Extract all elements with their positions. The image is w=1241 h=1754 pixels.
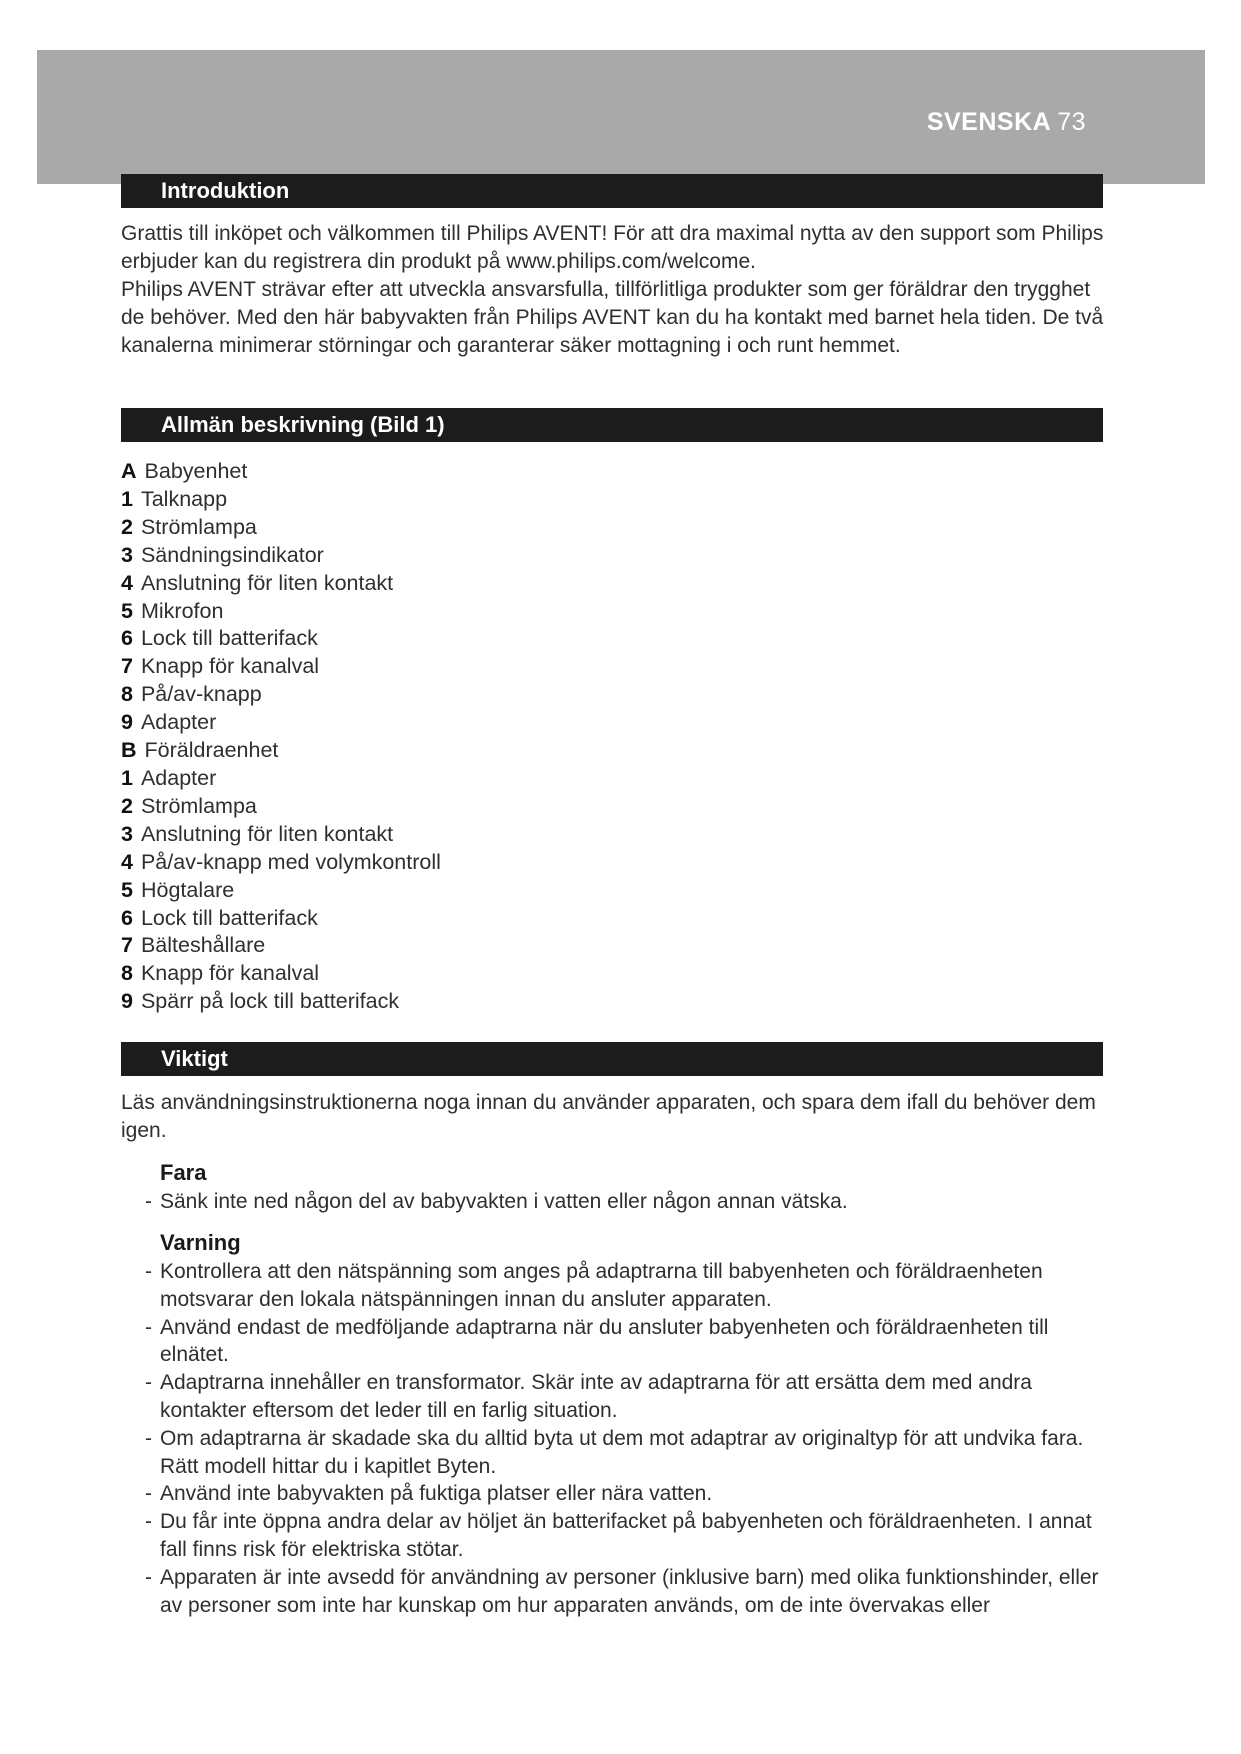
list-item bbox=[121, 570, 921, 598]
important-intro-text: Läs användningsinstruktionerna noga innan du använder apparaten, och spara dem ifall du behöver dem igen. bbox=[121, 1091, 1096, 1142]
list-item bbox=[121, 737, 921, 765]
item-key: 1 bbox=[121, 765, 133, 790]
item-label: Lock till batterifack bbox=[140, 905, 318, 930]
item-label: Talknapp bbox=[140, 486, 228, 511]
page-number: 73 bbox=[1057, 108, 1086, 136]
warning-item: Kontrollera att den nätspänning som anges på adaptrarna till babyenheten och föräldraenheten motsvarar den lokala nätspänningen innan du ansluter apparaten. bbox=[160, 1260, 1043, 1311]
section-heading-intro: Introduktion bbox=[121, 174, 1103, 208]
list-item bbox=[121, 821, 921, 849]
intro-text bbox=[121, 220, 1106, 360]
list-item: - Använd endast de medföljande adaptrarna när du ansluter babyenheten och föräldraenheten till elnätet. bbox=[145, 1315, 1049, 1367]
important-intro bbox=[121, 1089, 1106, 1145]
list-item: - Använd inte babyvakten på fuktiga platser eller nära vatten. bbox=[145, 1482, 713, 1506]
list-item bbox=[121, 458, 921, 486]
item-label: Spärr på lock till batterifack bbox=[140, 989, 400, 1014]
list-item bbox=[121, 988, 921, 1016]
item-label: Strömlampa bbox=[140, 514, 257, 539]
list-item bbox=[121, 653, 921, 681]
item-key: 3 bbox=[121, 821, 133, 846]
warning-item: Om adaptrarna är skadade ska du alltid byta ut dem mot adaptrar av originaltyp för att undvika fara. Rätt modell hittar du i kapitlet Byten. bbox=[160, 1426, 1084, 1478]
item-key: 8 bbox=[121, 961, 133, 986]
item-label: Anslutning för liten kontakt bbox=[140, 821, 394, 846]
item-label: Knapp för kanalval bbox=[140, 961, 320, 986]
item-key: 7 bbox=[121, 654, 133, 679]
list-item bbox=[121, 849, 921, 877]
item-key: B bbox=[121, 738, 137, 763]
section-heading-important: Viktigt bbox=[121, 1042, 1103, 1076]
item-label: Anslutning för liten kontakt bbox=[140, 570, 394, 595]
item-key: 4 bbox=[121, 849, 133, 874]
list-item bbox=[121, 681, 921, 709]
warning-item: Du får inte öppna andra delar av höljet än batterifacket på babyenheten och föräldraenheten. I annat fall finns risk för elektriska stötar. bbox=[160, 1510, 1092, 1561]
warning-item: Apparaten är inte avsedd för användning av personer (inklusive barn) med olika funktionshinder, eller av personer som inte har kunskap om hur apparaten används, om de inte övervakas eller bbox=[160, 1565, 1099, 1617]
item-label: Mikrofon bbox=[140, 598, 224, 623]
list-item: - Du får inte öppna andra delar av höljet än batterifacket på babyenheten och föräldraenheten. I annat fall finns risk för elektriska stötar. bbox=[145, 1510, 1092, 1561]
item-label: Bälteshållare bbox=[140, 933, 266, 958]
item-key: 6 bbox=[121, 626, 133, 651]
warning-heading: Varning bbox=[160, 1230, 241, 1255]
item-label: Högtalare bbox=[140, 877, 235, 902]
list-item bbox=[121, 542, 921, 570]
item-key: 9 bbox=[121, 710, 133, 735]
item-key: 7 bbox=[121, 933, 133, 958]
list-item bbox=[121, 625, 921, 653]
item-label: Adapter bbox=[140, 765, 217, 790]
list-item: - Adaptrarna innehåller en transformator. Skär inte av adaptrarna för att ersätta dem med andra kontakter eftersom det leder till en farlig situation. bbox=[145, 1371, 1032, 1422]
item-label: Knapp för kanalval bbox=[140, 654, 320, 679]
list-item bbox=[121, 514, 921, 542]
item-key: 1 bbox=[121, 486, 133, 511]
item-label: Adapter bbox=[140, 710, 217, 735]
warning-list bbox=[133, 1258, 1108, 1619]
danger-item: Sänk inte ned någon del av babyvakten i vatten eller någon annan vätska. bbox=[160, 1190, 848, 1213]
intro-paragraph: Philips AVENT strävar efter att utveckla ansvarsfulla, tillförlitliga produkter som ger föräldrar den trygghet de behöver. Med den här babyvakten från Philips AVENT kan du ha kontakt med barnet hela tiden. De två kanalerna minimerar störningar och garanterar säker mottagning i och runt hemmet. bbox=[121, 278, 1104, 357]
item-key: 2 bbox=[121, 793, 133, 818]
list-item: - Kontrollera att den nätspänning som anges på adaptrarna till babyenheten och föräldraenheten motsvarar den lokala nätspänningen innan du ansluter apparaten. bbox=[145, 1260, 1043, 1311]
danger-list bbox=[133, 1188, 1108, 1216]
item-label: Strömlampa bbox=[140, 793, 257, 818]
list-item bbox=[121, 765, 921, 793]
parts-list bbox=[121, 458, 921, 1016]
list-item bbox=[121, 793, 921, 821]
section-heading-overview: Allmän beskrivning (Bild 1) bbox=[121, 408, 1103, 442]
list-item bbox=[121, 905, 921, 933]
list-item bbox=[121, 932, 921, 960]
list-item: - Apparaten är inte avsedd för användning av personer (inklusive barn) med olika funktionshinder, eller av personer som inte har kunskap om hur apparaten används, om de inte övervakas eller bbox=[145, 1565, 1099, 1617]
page-header bbox=[927, 108, 1086, 137]
item-key: A bbox=[121, 459, 137, 483]
item-label: På/av-knapp bbox=[140, 682, 262, 707]
item-key: 6 bbox=[121, 905, 133, 930]
item-key: 8 bbox=[121, 682, 133, 707]
item-key: 4 bbox=[121, 570, 133, 595]
intro-paragraph: Grattis till inköpet och välkommen till Philips AVENT! För att dra maximal nytta av den support som Philips erbjuder kan du registrera din produkt på www.philips.com/welcome. bbox=[121, 222, 1104, 273]
warning-item: Använd inte babyvakten på fuktiga platser eller nära vatten. bbox=[160, 1482, 713, 1506]
list-item bbox=[121, 486, 921, 514]
item-label: Sändningsindikator bbox=[140, 542, 324, 567]
warning-item: Använd endast de medföljande adaptrarna när du ansluter babyenheten och föräldraenheten till elnätet. bbox=[160, 1315, 1049, 1367]
list-item bbox=[121, 960, 921, 988]
item-label: På/av-knapp med volymkontroll bbox=[140, 849, 441, 874]
list-item bbox=[121, 709, 921, 737]
header-language: SVENSKA bbox=[926, 108, 1052, 136]
list-item: - Om adaptrarna är skadade ska du alltid byta ut dem mot adaptrar av originaltyp för att undvika fara. Rätt modell hittar du i kapitlet Byten. bbox=[145, 1426, 1084, 1478]
item-key: 5 bbox=[121, 877, 133, 902]
list-item bbox=[121, 877, 921, 905]
list-item: - Sänk inte ned någon del av babyvakten i vatten eller någon annan vätska. bbox=[145, 1190, 848, 1213]
item-label: Föräldraenhet bbox=[144, 738, 279, 763]
item-key: 5 bbox=[121, 598, 133, 623]
item-key: 3 bbox=[121, 542, 133, 567]
item-label: Lock till batterifack bbox=[140, 626, 318, 651]
list-item bbox=[121, 598, 921, 626]
warning-item: Adaptrarna innehåller en transformator. Skär inte av adaptrarna för att ersätta dem med andra kontakter eftersom det leder till en farlig situation. bbox=[160, 1371, 1032, 1422]
item-key: 2 bbox=[121, 514, 133, 539]
item-key: 9 bbox=[121, 989, 133, 1014]
danger-heading: Fara bbox=[160, 1160, 207, 1185]
item-label: Babyenhet bbox=[144, 459, 248, 483]
